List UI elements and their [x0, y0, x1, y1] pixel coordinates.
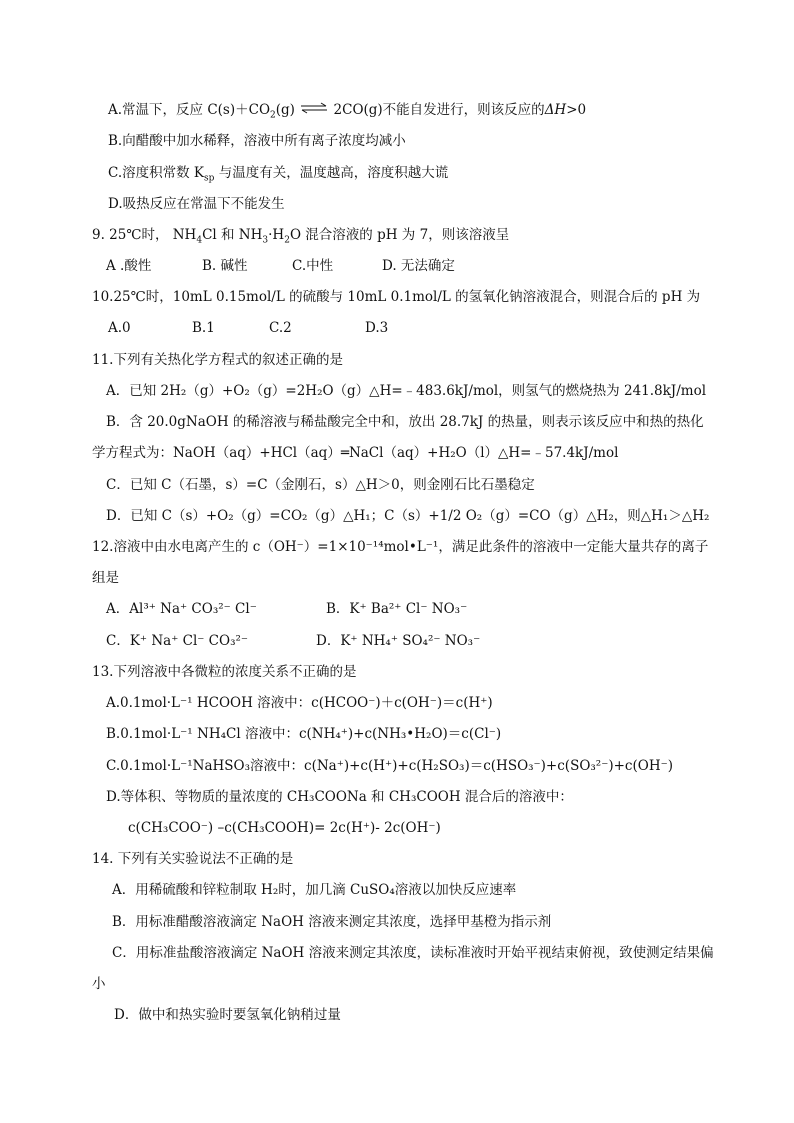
q14-option-b: B．用标准醋酸溶液滴定 NaOH 溶液来测定其浓度，选择甲基橙为指示剂	[112, 914, 552, 930]
q9-text: 9. 25℃时， NH	[92, 227, 197, 243]
q8-a-text: A.常温下，反应 C(s)＋CO	[108, 102, 271, 118]
q8-a-text: >0	[566, 102, 587, 118]
q13-option-d: D.等体积、等物质的量浓度的 CH₃COONa 和 CH₃COOH 混合后的溶液中：	[106, 789, 573, 805]
equilibrium-arrow-icon	[299, 100, 329, 120]
subscript: 2	[270, 110, 276, 121]
q10-option-b: B.1	[192, 320, 215, 336]
q11-option-b-cont: 学方程式为：NaOH（aq）+HCl（aq）═NaCl（aq）+H₂O（l）△H=﹣57.4kJ/mol	[92, 445, 619, 461]
q11-option-b: B．含 20.0gNaOH 的稀溶液与稀盐酸完全中和，放出 28.7kJ 的热量，则表示该反应中和热的热化	[106, 414, 704, 430]
q14-stem: 14. 下列有关实验说法不正确的是	[92, 851, 294, 867]
subscript: 2	[284, 235, 290, 246]
q14-option-a: A．用稀硫酸和锌粒制取 H₂时，加几滴 CuSO₄溶液以加快反应速率	[112, 882, 517, 898]
q8-a-text: (g)	[275, 102, 300, 118]
q9-stem	[92, 225, 509, 245]
q11-option-d: D．已知 C（s）+O₂（g）=CO₂（g）△H₁；C（s）+1/2 O₂（g）=CO（g）△H₂，则△H₁＞△H₂	[106, 508, 710, 524]
q8-c-text: 与温度有关，温度越高，溶度积越大谎	[214, 165, 449, 181]
q12-stem: 12.溶液中由水电离产生的 c（OH⁻）=1×10⁻¹⁴mol•L⁻¹，满足此条件的溶液中一定能大量共存的离子	[92, 539, 709, 555]
q8-option-c	[108, 163, 448, 183]
q10-options	[108, 318, 708, 338]
q10-option-a: A.0	[108, 320, 131, 336]
q13-option-d-formula: c(CH₃COO⁻) –c(CH₃COOH)= 2c(H⁺)- 2c(OH⁻)	[128, 820, 441, 836]
q12-option-d: D．K⁺ NH₄⁺ SO₄²⁻ NO₃⁻	[316, 633, 481, 649]
q12-option-b: B．K⁺ Ba²⁺ Cl⁻ NO₃⁻	[326, 601, 468, 617]
q9-option-d: D. 无法确定	[382, 258, 455, 274]
q9-options	[106, 256, 706, 276]
subscript: 3	[262, 235, 269, 246]
q8-option-b: B.向醋酸中加水稀释，溶液中所有离子浓度均减小	[108, 133, 406, 149]
subscript: 4	[196, 235, 203, 246]
q12-stem-cont: 组是	[92, 570, 119, 586]
q11-option-c: C．已知 C（石墨，s）=C（金刚石，s）△H＞0，则金刚石比石墨稳定	[106, 477, 535, 493]
q10-option-d: D.3	[365, 320, 389, 336]
q13-option-b: B.0.1mol·L⁻¹ NH₄Cl 溶液中：c(NH₄⁺)+c(NH₃•H₂O)＝c(Cl⁻)	[106, 726, 502, 742]
q9-option-c: C.中性	[292, 258, 334, 274]
q9-text: O 混合溶液的 pH 为 7，则该溶液呈	[289, 227, 510, 243]
q8-a-text: 2CO(g)不能自发进行，则该反应的	[329, 102, 545, 118]
q10-stem: 10.25℃时，10mL 0.15mol/L 的硫酸与 10mL 0.1mol/L 的氢氧化钠溶液混合，则混合后的 pH 为	[92, 289, 701, 305]
q8-c-text: C.溶度积常数 K	[108, 165, 205, 181]
q13-option-a: A.0.1mol·L⁻¹ HCOOH 溶液中：c(HCOO⁻)＋c(OH⁻)＝c(H⁺)	[106, 695, 493, 711]
q8-option-d: D.吸热反应在常温下不能发生	[108, 196, 285, 212]
subscript: sp	[204, 173, 215, 184]
delta-h: ΔH	[544, 102, 567, 118]
q9-text: ·H	[268, 227, 285, 243]
q10-option-c: C.2	[269, 320, 292, 336]
q12-option-a: A．Al³⁺ Na⁺ CO₃²⁻ Cl⁻	[106, 601, 257, 617]
q8-option-a	[108, 100, 586, 120]
q14-option-c-cont: 小	[92, 976, 106, 992]
q12-option-c: C．K⁺ Na⁺ Cl⁻ CO₃²⁻	[106, 633, 249, 649]
q9-text: Cl 和 NH	[202, 227, 263, 243]
q11-stem: 11.下列有关热化学方程式的叙述正确的是	[92, 352, 343, 368]
q14-option-d: D．做中和热实验时要氢氧化钠稍过量	[114, 1007, 341, 1023]
q9-option-a: A .酸性	[106, 258, 152, 274]
q13-option-c: C.0.1mol·L⁻¹NaHSO₃溶液中：c(Na⁺)+c(H⁺)+c(H₂SO₃)＝c(HSO₃⁻)+c(SO₃²⁻)+c(OH⁻)	[106, 758, 673, 774]
q14-option-c: C．用标准盐酸溶液滴定 NaOH 溶液来测定其浓度，读标准液时开始平视结束俯视，致使测定结果偏	[112, 945, 714, 961]
q13-stem: 13.下列溶液中各微粒的浓度关系不正确的是	[92, 664, 357, 680]
q9-option-b: B. 碱性	[202, 258, 248, 274]
q11-option-a: A．已知 2H₂（g）+O₂（g）=2H₂O（g）△H=﹣483.6kJ/mol，则氢气的燃烧热为 241.8kJ/mol	[106, 383, 707, 399]
